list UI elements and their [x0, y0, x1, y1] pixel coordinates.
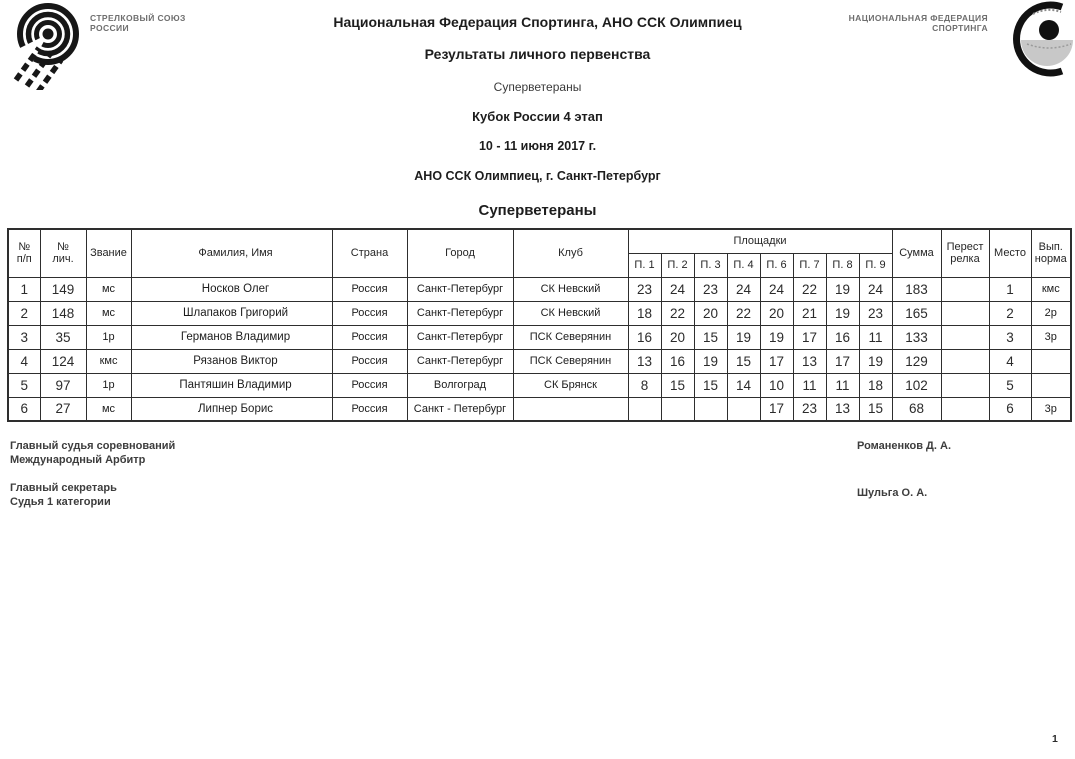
chief-judge-name: Романенков Д. А.	[857, 440, 951, 452]
cell-norm: кмс	[1031, 277, 1071, 301]
cell-id: 35	[40, 325, 86, 349]
cell-score: 14	[727, 373, 760, 397]
cell-norm	[1031, 349, 1071, 373]
cell-place: 3	[989, 325, 1031, 349]
cell-score: 13	[628, 349, 661, 373]
cell-name: Рязанов Виктор	[131, 349, 332, 373]
cell-norm: 3р	[1031, 397, 1071, 421]
results-table	[7, 228, 1072, 422]
cell-city: Санкт-Петербург	[407, 301, 513, 325]
col-header-city: Город	[407, 229, 513, 277]
cell-score: 15	[661, 373, 694, 397]
chief-judge-role-line2: Международный Арбитр	[10, 453, 146, 466]
table-row	[8, 277, 1071, 301]
cell-place: 6	[989, 397, 1031, 421]
cell-id: 148	[40, 301, 86, 325]
document-title: Результаты личного первенства	[424, 46, 651, 62]
col-header-id	[40, 229, 86, 277]
sporting-emblem-icon	[999, 0, 1075, 82]
cell-score: 22	[727, 301, 760, 325]
cell-score	[661, 397, 694, 421]
col-header-club: Клуб	[513, 229, 628, 277]
cell-score: 20	[694, 301, 727, 325]
cell-score: 11	[826, 373, 859, 397]
federation-title: Национальная Федерация Спортинга, АНО ССК Олимпиец	[333, 14, 742, 30]
event-dates: 10 - 11 июня 2017 г.	[478, 139, 597, 153]
chief-judge-role	[10, 440, 175, 467]
cell-score: 23	[859, 301, 892, 325]
cell-name: Германов Владимир	[131, 325, 332, 349]
cell-score: 20	[760, 301, 793, 325]
shooting-union-label-line1: СТРЕЛКОВЫЙ СОЮЗ	[90, 13, 186, 23]
cell-club: СК Невский	[513, 277, 628, 301]
cell-num: 6	[8, 397, 40, 421]
cell-rank: мс	[86, 301, 131, 325]
cell-norm: 2р	[1031, 301, 1071, 325]
table-row	[8, 373, 1071, 397]
cell-score: 17	[793, 325, 826, 349]
cell-score: 19	[859, 349, 892, 373]
cell-score: 15	[694, 373, 727, 397]
cell-num: 2	[8, 301, 40, 325]
chief-secretary-role-line1: Главный секретарь	[10, 482, 117, 494]
cell-sum: 129	[892, 349, 941, 373]
cell-place: 5	[989, 373, 1031, 397]
cell-score: 24	[859, 277, 892, 301]
chief-judge-role-line1: Главный судья соревнований	[10, 440, 176, 452]
col-header-field-9: П. 9	[859, 253, 892, 277]
cell-score: 24	[760, 277, 793, 301]
cell-club	[513, 397, 628, 421]
col-header-shootoff-l2: релка	[950, 253, 980, 266]
cell-club: СК Невский	[513, 301, 628, 325]
cell-city: Санкт-Петербург	[407, 325, 513, 349]
cell-score: 19	[826, 301, 859, 325]
cell-score: 16	[628, 325, 661, 349]
table-row	[8, 397, 1071, 421]
cell-score: 15	[694, 325, 727, 349]
col-header-country: Страна	[332, 229, 407, 277]
col-group-fields: Площадки	[628, 229, 892, 253]
cell-shootoff	[941, 373, 989, 397]
cell-club: ПСК Северянин	[513, 349, 628, 373]
col-header-num-l1: №	[18, 241, 31, 254]
cell-score: 16	[826, 325, 859, 349]
page-number: 1	[1052, 733, 1058, 745]
chief-secretary-role	[10, 482, 117, 509]
col-header-sum: Сумма	[892, 229, 941, 277]
cell-club: СК Брянск	[513, 373, 628, 397]
cell-num: 4	[8, 349, 40, 373]
col-header-place: Место	[989, 229, 1031, 277]
cell-score: 15	[859, 397, 892, 421]
cell-score: 22	[793, 277, 826, 301]
col-header-rank: Звание	[86, 229, 131, 277]
table-row	[8, 301, 1071, 325]
cell-score: 13	[826, 397, 859, 421]
event-venue: АНО ССК Олимпиец, г. Санкт-Петербург	[414, 169, 661, 183]
cell-country: Россия	[332, 397, 407, 421]
cell-num: 3	[8, 325, 40, 349]
cell-score: 23	[628, 277, 661, 301]
cell-city: Санкт-Петербург	[407, 277, 513, 301]
cell-score: 11	[793, 373, 826, 397]
col-header-field-3: П. 3	[694, 253, 727, 277]
event-title: Кубок России 4 этап	[472, 109, 603, 124]
cell-country: Россия	[332, 373, 407, 397]
cell-score: 16	[661, 349, 694, 373]
cell-score: 13	[793, 349, 826, 373]
cell-sum: 102	[892, 373, 941, 397]
section-title: Суперветераны	[478, 202, 597, 219]
cell-num: 5	[8, 373, 40, 397]
chief-secretary-name: Шульга О. А.	[857, 487, 928, 499]
sporting-federation-logo	[999, 0, 1075, 82]
cell-score: 24	[727, 277, 760, 301]
col-header-id-l1: №	[57, 241, 69, 254]
table-row	[8, 349, 1071, 373]
cell-city: Санкт - Петербург	[407, 397, 513, 421]
cell-rank: 1р	[86, 325, 131, 349]
cell-score: 18	[859, 373, 892, 397]
cell-score: 19	[727, 325, 760, 349]
cell-norm: 3р	[1031, 325, 1071, 349]
col-header-num-l2: п/п	[16, 253, 32, 266]
cell-score: 21	[793, 301, 826, 325]
cell-country: Россия	[332, 301, 407, 325]
cell-id: 149	[40, 277, 86, 301]
cell-score: 10	[760, 373, 793, 397]
cell-score: 15	[727, 349, 760, 373]
cell-score: 19	[760, 325, 793, 349]
col-header-id-l2: лич.	[52, 253, 74, 266]
cell-score: 23	[694, 277, 727, 301]
cell-score: 17	[760, 397, 793, 421]
cell-score: 17	[826, 349, 859, 373]
col-header-norm-l1: Вып.	[1038, 241, 1063, 254]
cell-id: 124	[40, 349, 86, 373]
cell-shootoff	[941, 349, 989, 373]
cell-shootoff	[941, 397, 989, 421]
cell-sum: 133	[892, 325, 941, 349]
cell-city: Волгоград	[407, 373, 513, 397]
col-header-norm	[1031, 229, 1071, 277]
cell-score	[694, 397, 727, 421]
cell-name: Носков Олег	[131, 277, 332, 301]
cell-country: Россия	[332, 349, 407, 373]
cell-score: 8	[628, 373, 661, 397]
cell-name: Пантяшин Владимир	[131, 373, 332, 397]
cell-rank: мс	[86, 397, 131, 421]
cell-score: 23	[793, 397, 826, 421]
cell-place: 4	[989, 349, 1031, 373]
category-subtitle: Суперветераны	[493, 80, 582, 94]
col-header-field-1: П. 1	[628, 253, 661, 277]
cell-rank: мс	[86, 277, 131, 301]
cell-id: 97	[40, 373, 86, 397]
cell-name: Липнер Борис	[131, 397, 332, 421]
col-header-num	[8, 229, 40, 277]
cell-country: Россия	[332, 325, 407, 349]
cell-score: 24	[661, 277, 694, 301]
cell-score	[628, 397, 661, 421]
cell-norm	[1031, 373, 1071, 397]
table-row	[8, 325, 1071, 349]
cell-sum: 183	[892, 277, 941, 301]
cell-num: 1	[8, 277, 40, 301]
cell-name: Шлапаков Григорий	[131, 301, 332, 325]
col-header-shootoff	[941, 229, 989, 277]
col-header-norm-l2: норма	[1034, 253, 1067, 266]
col-header-field-2: П. 2	[661, 253, 694, 277]
shooting-union-label-line2: РОССИИ	[90, 23, 130, 33]
cell-score: 19	[826, 277, 859, 301]
cell-city: Санкт-Петербург	[407, 349, 513, 373]
cell-shootoff	[941, 301, 989, 325]
cell-sum: 68	[892, 397, 941, 421]
chief-secretary-role-line2: Судья 1 категории	[10, 495, 111, 508]
cell-score: 19	[694, 349, 727, 373]
cell-rank: кмс	[86, 349, 131, 373]
cell-rank: 1р	[86, 373, 131, 397]
cell-score: 17	[760, 349, 793, 373]
cell-club: ПСК Северянин	[513, 325, 628, 349]
sporting-federation-label-line1: НАЦИОНАЛЬНАЯ ФЕДЕРАЦИЯ	[848, 13, 988, 23]
cell-score: 11	[859, 325, 892, 349]
sporting-federation-label-line2: СПОРТИНГА	[932, 23, 988, 33]
col-header-shootoff-l1: Перест	[946, 241, 984, 254]
cell-place: 2	[989, 301, 1031, 325]
cell-shootoff	[941, 277, 989, 301]
col-header-field-8: П. 8	[826, 253, 859, 277]
col-header-field-4: П. 4	[727, 253, 760, 277]
cell-score: 18	[628, 301, 661, 325]
cell-country: Россия	[332, 277, 407, 301]
cell-score: 22	[661, 301, 694, 325]
col-header-name: Фамилия, Имя	[131, 229, 332, 277]
cell-place: 1	[989, 277, 1031, 301]
cell-score: 20	[661, 325, 694, 349]
cell-score	[727, 397, 760, 421]
col-header-field-7: П. 7	[793, 253, 826, 277]
cell-sum: 165	[892, 301, 941, 325]
table-header-row-1	[8, 229, 1071, 253]
cell-shootoff	[941, 325, 989, 349]
cell-id: 27	[40, 397, 86, 421]
col-header-field-6: П. 6	[760, 253, 793, 277]
